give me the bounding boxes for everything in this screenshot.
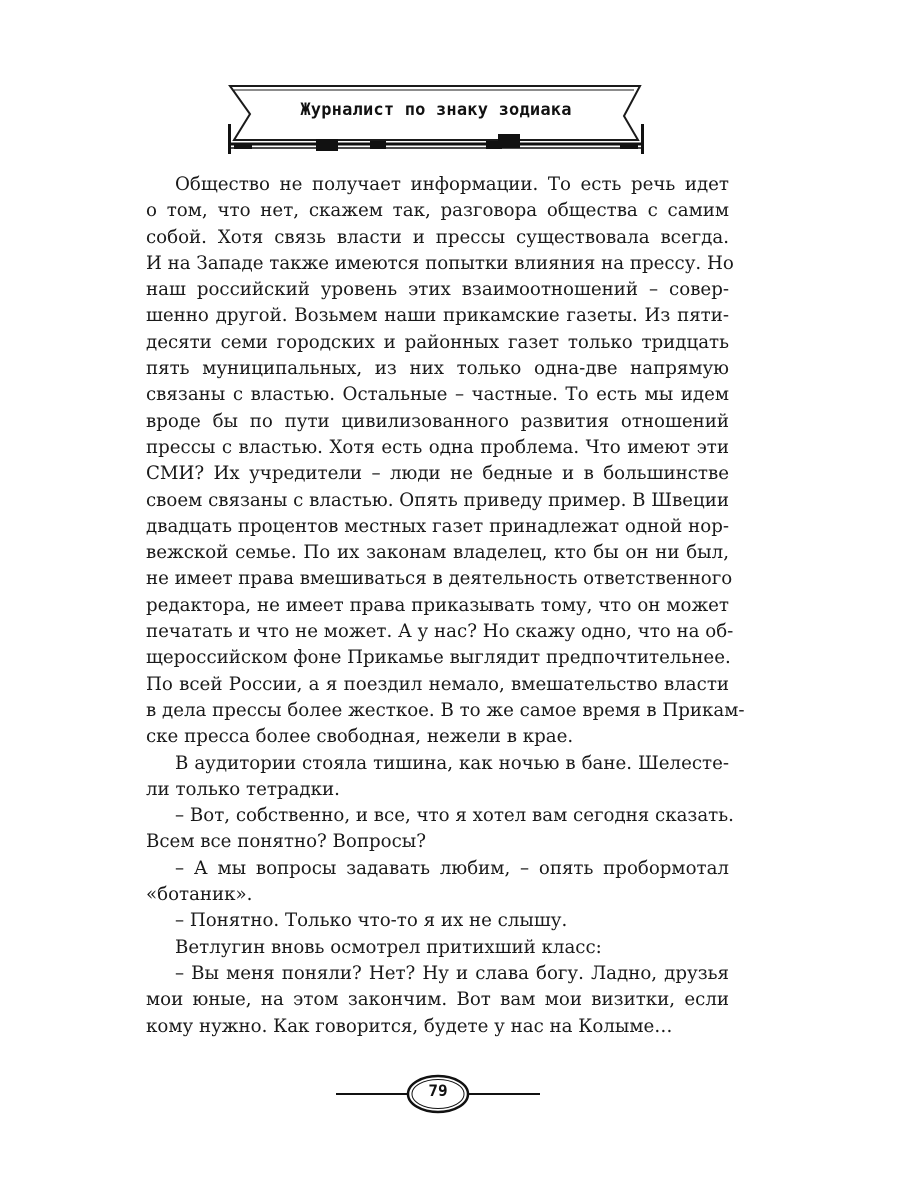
page-footer xyxy=(336,1072,540,1116)
text-line: пять муниципальных, из них только одна-две напрямую xyxy=(146,358,729,380)
text-line: в дела прессы более жесткое. В то же самое время в Прикам- xyxy=(146,699,745,721)
text-line: вежской семье. По их законам владелец, кто бы он ни был, xyxy=(146,542,729,564)
text-line: печатать и что не может. А у нас? Но скажу одно, что на об- xyxy=(146,621,734,643)
text-line: «ботаник». xyxy=(146,884,253,906)
text-line: двадцать процентов местных газет принадлежат одной нор- xyxy=(146,515,729,537)
text-line: – Понятно. Только что-то я их не слышу. xyxy=(175,910,568,932)
text-line: щероссийском фоне Прикамье выглядит предпочтительнее. xyxy=(146,647,731,669)
text-line: ли только тетрадки. xyxy=(146,778,340,800)
text-line: редактора, не имеет права приказывать тому, что он может xyxy=(146,594,729,616)
text-line: – А мы вопросы задавать любим, – опять пробормотал xyxy=(175,857,729,879)
text-line: десяти семи городских и районных газет только тридцать xyxy=(146,331,729,353)
text-line: Общество не получает информации. То есть речь идет xyxy=(175,174,729,195)
text-line: – Вы меня поняли? Нет? Ну и слава богу. Ладно, друзья xyxy=(175,962,729,984)
text-line: о том, что нет, скажем так, разговора общества с самим xyxy=(146,200,729,222)
text-line: не имеет права вмешиваться в деятельность ответственного xyxy=(146,568,733,590)
text-line: – Вот, собственно, и все, что я хотел вам сегодня сказать. xyxy=(175,805,734,827)
text-line: наш российский уровень этих взаимоотношений – совер- xyxy=(146,279,729,301)
page-number: 79 xyxy=(428,1081,448,1100)
header-title: Журналист по знаку зодиака xyxy=(300,100,572,120)
text-line: мои юные, на этом закончим. Вот вам мои визитки, если xyxy=(146,989,729,1011)
text-line: шенно другой. Возьмем наши прикамские газеты. Из пяти- xyxy=(146,305,729,327)
text-line: СМИ? Их учредители – люди не бедные и в большинстве xyxy=(146,463,729,485)
text-line: вроде бы по пути цивилизованного развития отношений xyxy=(146,410,729,432)
text-line: Ветлугин вновь осмотрел притихший класс: xyxy=(175,936,602,958)
text-line: Всем все понятно? Вопросы? xyxy=(146,831,426,853)
text-line: собой. Хотя связь власти и прессы существовала всегда. xyxy=(146,226,729,248)
text-line: своем связаны с властью. Опять приведу пример. В Швеции xyxy=(146,489,729,511)
running-header xyxy=(224,70,648,158)
text-line: связаны с властью. Остальные – частные. То есть мы идем xyxy=(146,384,729,406)
text-line: По всей России, а я поездил немало, вмешательство власти xyxy=(146,673,729,695)
text-line: ске пресса более свободная, нежели в крае. xyxy=(146,726,574,748)
text-line: В аудитории стояла тишина, как ночью в бане. Шелесте- xyxy=(175,752,729,774)
text-line: кому нужно. Как говорится, будете у нас на Колыме… xyxy=(146,1015,673,1037)
text-line: прессы с властью. Хотя есть одна проблема. Что имеют эти xyxy=(146,436,729,458)
text-line: И на Западе также имеются попытки влияния на прессу. Но xyxy=(146,252,734,274)
page-body-text xyxy=(146,172,745,1040)
